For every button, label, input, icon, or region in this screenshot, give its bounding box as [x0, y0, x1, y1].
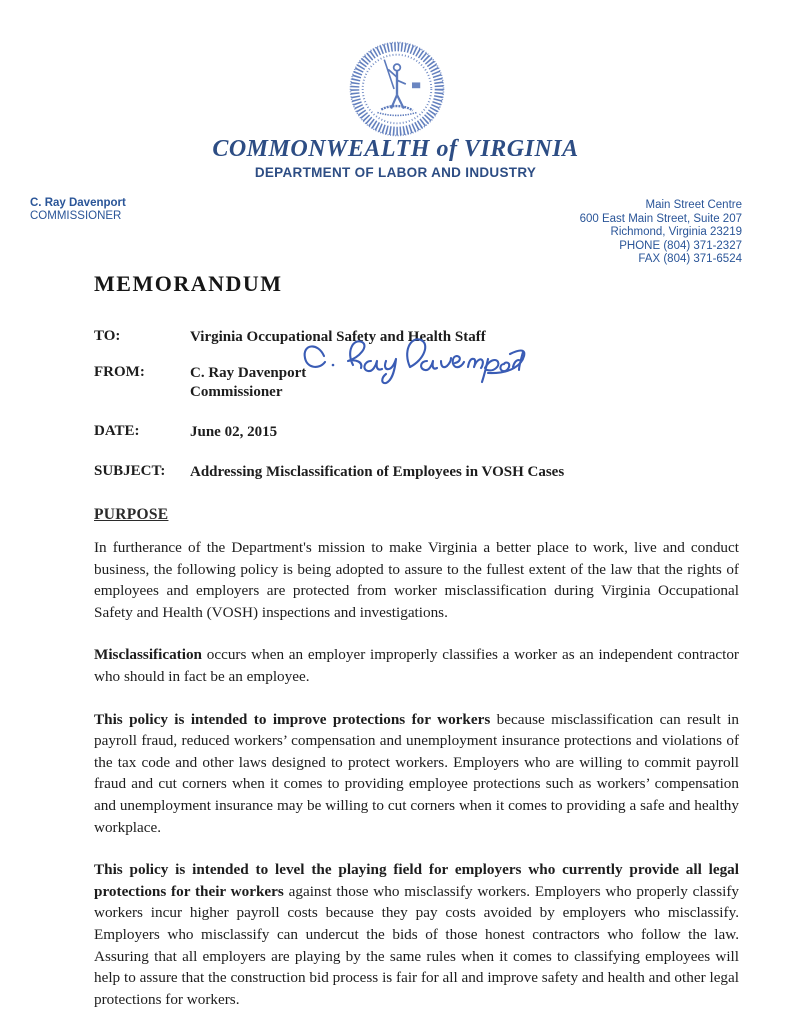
commissioner-name: C. Ray Davenport: [30, 197, 126, 209]
date-value: June 02, 2015: [190, 424, 278, 440]
address-block: [580, 199, 742, 267]
from-title: Commissioner: [190, 384, 283, 400]
paragraph-bold-lead: Misclassification: [94, 646, 202, 664]
paragraph-text: occurs when an employer improperly classifies a worker as an independent contractor who should in fact be an employee.: [94, 646, 739, 685]
paragraph-bold-lead: This policy is intended to level the playing field for employers who currently provide all legal protections for their workers: [94, 861, 739, 900]
paragraph: [94, 644, 739, 687]
address-line: FAX (804) 371-6524: [638, 253, 742, 265]
to-value: Virginia Occupational Safety and Health Staff: [190, 329, 486, 345]
paragraph-bold-lead: This policy is intended to improve protections for workers: [94, 710, 491, 728]
from-name: C. Ray Davenport: [190, 365, 307, 381]
purpose-heading: PURPOSE: [94, 506, 169, 523]
memo-fields: [94, 328, 654, 495]
from-value: [190, 364, 306, 402]
to-label: TO:: [94, 328, 121, 344]
paragraph-text: because misclassification can result in payroll fraud, reduced workers’ compensation and unemployment insurance protections and violations of the tax code and other laws designed to protect workers. Employers who are willing to commit payroll fraud and cut corners when it comes to providing employee protections such as workers’ compensation and unemployment insurance may be willing to cut corners when it comes to providing a safe and healthy workplace.: [94, 710, 740, 836]
paragraph: [94, 537, 739, 623]
address-line: 600 East Main Street, Suite 207: [579, 212, 742, 225]
memorandum-heading: MEMORANDUM: [94, 271, 283, 296]
paragraph-text: against those who misclassify workers. Employers who properly classify workers incur higher payroll costs because they pay costs avoided by employers who misclassify. Employers who misclassify can undercut the bids of those honest contractors who follow the law. Assuring that all employers are playing by the same rules when it comes to classifying employees will help to assure that the construction bid process is fair for all and improve safety and health and other legal protections for workers.: [94, 882, 739, 1008]
memo-row-from: [94, 364, 654, 402]
memo-row-date: [94, 423, 654, 442]
organization-title: COMMONWEALTH of VIRGINIA: [212, 136, 579, 162]
address-line: Main Street Centre: [645, 199, 742, 211]
memo-row-to: [94, 328, 654, 347]
commissioner-title: COMMISSIONER: [30, 210, 122, 222]
subject-label: SUBJECT:: [94, 463, 166, 479]
memo-body: [94, 537, 739, 1024]
address-line: PHONE (804) 371-2327: [619, 239, 742, 252]
date-label: DATE:: [94, 423, 140, 439]
paragraph: [94, 709, 739, 839]
department-title: DEPARTMENT OF LABOR AND INDUSTRY: [254, 165, 537, 180]
virginia-state-seal-icon: [347, 40, 447, 138]
subject-value: Addressing Misclassification of Employees in VOSH Cases: [190, 464, 565, 480]
address-line: Richmond, Virginia 23219: [610, 226, 742, 238]
paragraph-text: In furtherance of the Department's mission to make Virginia a better place to work, live and conduct business, the following policy is being adopted to assure to the fullest extent of the law that the rights of employees and employers are protected from worker misclassification during Virginia Occupational Safety and Health (VOSH) inspections and investigations.: [94, 539, 739, 621]
memo-row-subject: [94, 463, 654, 482]
commissioner-block: [30, 197, 126, 223]
from-label: FROM:: [94, 364, 145, 380]
paragraph: [94, 859, 739, 1010]
